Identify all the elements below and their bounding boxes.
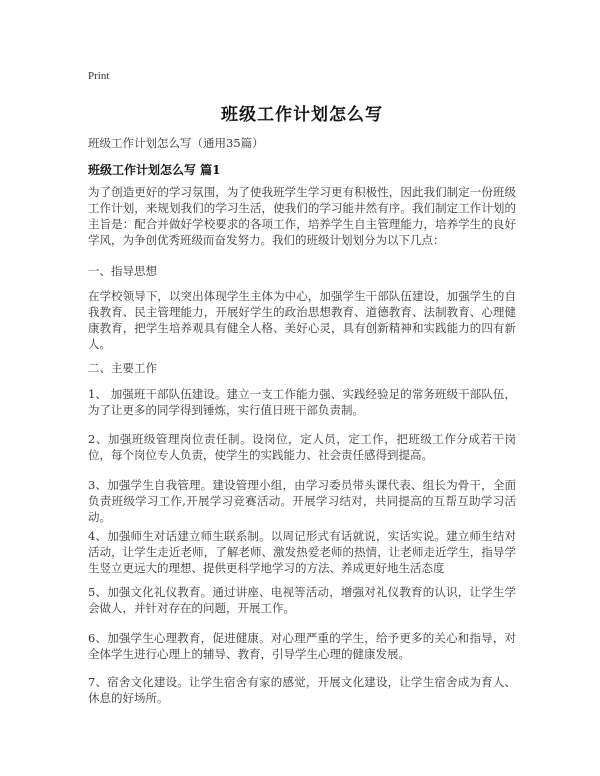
work-item-7: 7、宿舍文化建设。让学生宿舍有家的感觉，开展文化建设，让学生宿舍成为育人、休息的好场所。 [88, 675, 516, 705]
heading-guiding-ideology: 一、指导思想 [88, 264, 157, 278]
document-page [88, 0, 516, 776]
print-link[interactable]: Print [88, 70, 110, 82]
work-item-3: 3、加强学生自我管理。建设管理小组，由学习委员带头课代表、组长为骨干，全面负责班级学习工作,开展学习竞赛活动。开展学习结对，共同提高的互帮互助学习活动。 [88, 478, 516, 524]
work-item-1: 1、 加强班干部队伍建设。建立一支工作能力强、实践经验足的常务班级干部队伍， 为了让更多的同学得到锤炼，实行值日班干部负责制。 [88, 387, 516, 417]
work-item-6: 6、加强学生心理教育，促进健康。对心理严重的学生，给予更多的关心和指导，对全体学生进行心理上的辅导、教育，引导学生心理的健康发展。 [88, 631, 516, 661]
section-title: 班级工作计划怎么写 篇1 [88, 163, 221, 177]
heading-main-work: 二、主要工作 [88, 361, 157, 375]
page-title: 班级工作计划怎么写 [221, 105, 383, 125]
guiding-ideology-paragraph: 在学校领导下，以突出体现学生主体为中心，加强学生干部队伍建设，加强学生的自我教育、民主管理能力，开展好学生的政治思想教育、道德教育、法制教育、心理健康教育，把学生培养观具有健全人格、美好心灵，具有创新精神和实践能力的四有新人。 [88, 289, 516, 351]
document-subtitle: 班级工作计划怎么写（通用35篇） [88, 136, 264, 150]
work-item-5: 5、加强文化礼仪教育。通过讲座、电视等活动，增强对礼仪教育的认识，让学生学会做人，并针对存在的问题，开展工作。 [88, 585, 516, 615]
work-item-2: 2、加强班级管理岗位责任制。设岗位，定人员，定工作，把班级工作分成若干岗位，每个岗位专人负责，使学生的实践能力、社会责任感得到提高。 [88, 432, 516, 462]
work-item-4: 4、加强师生对话建立师生联系制。以周记形式有话就说，实话实说。建立师生结对活动，让学生走近老师，了解老师、激发热爱老师的热情，让老师走近学生，指导学生竖立更远大的理想、提供更科学地学习的方法、养成更好地生活态度 [88, 529, 516, 575]
intro-paragraph: 为了创造更好的学习氛围，为了使我班学生学习更有积极性，因此我们制定一份班级工作计划，来规划我们的学习生活，使我们的学习能井然有序。我们制定工作计划的主旨是：配合并做好学校要求的各项工作，培养学生自主管理能力，培养学生的良好学风，为争创优秀班级而奋发努力。我们的班级计划划分为以下几点： [88, 185, 516, 247]
